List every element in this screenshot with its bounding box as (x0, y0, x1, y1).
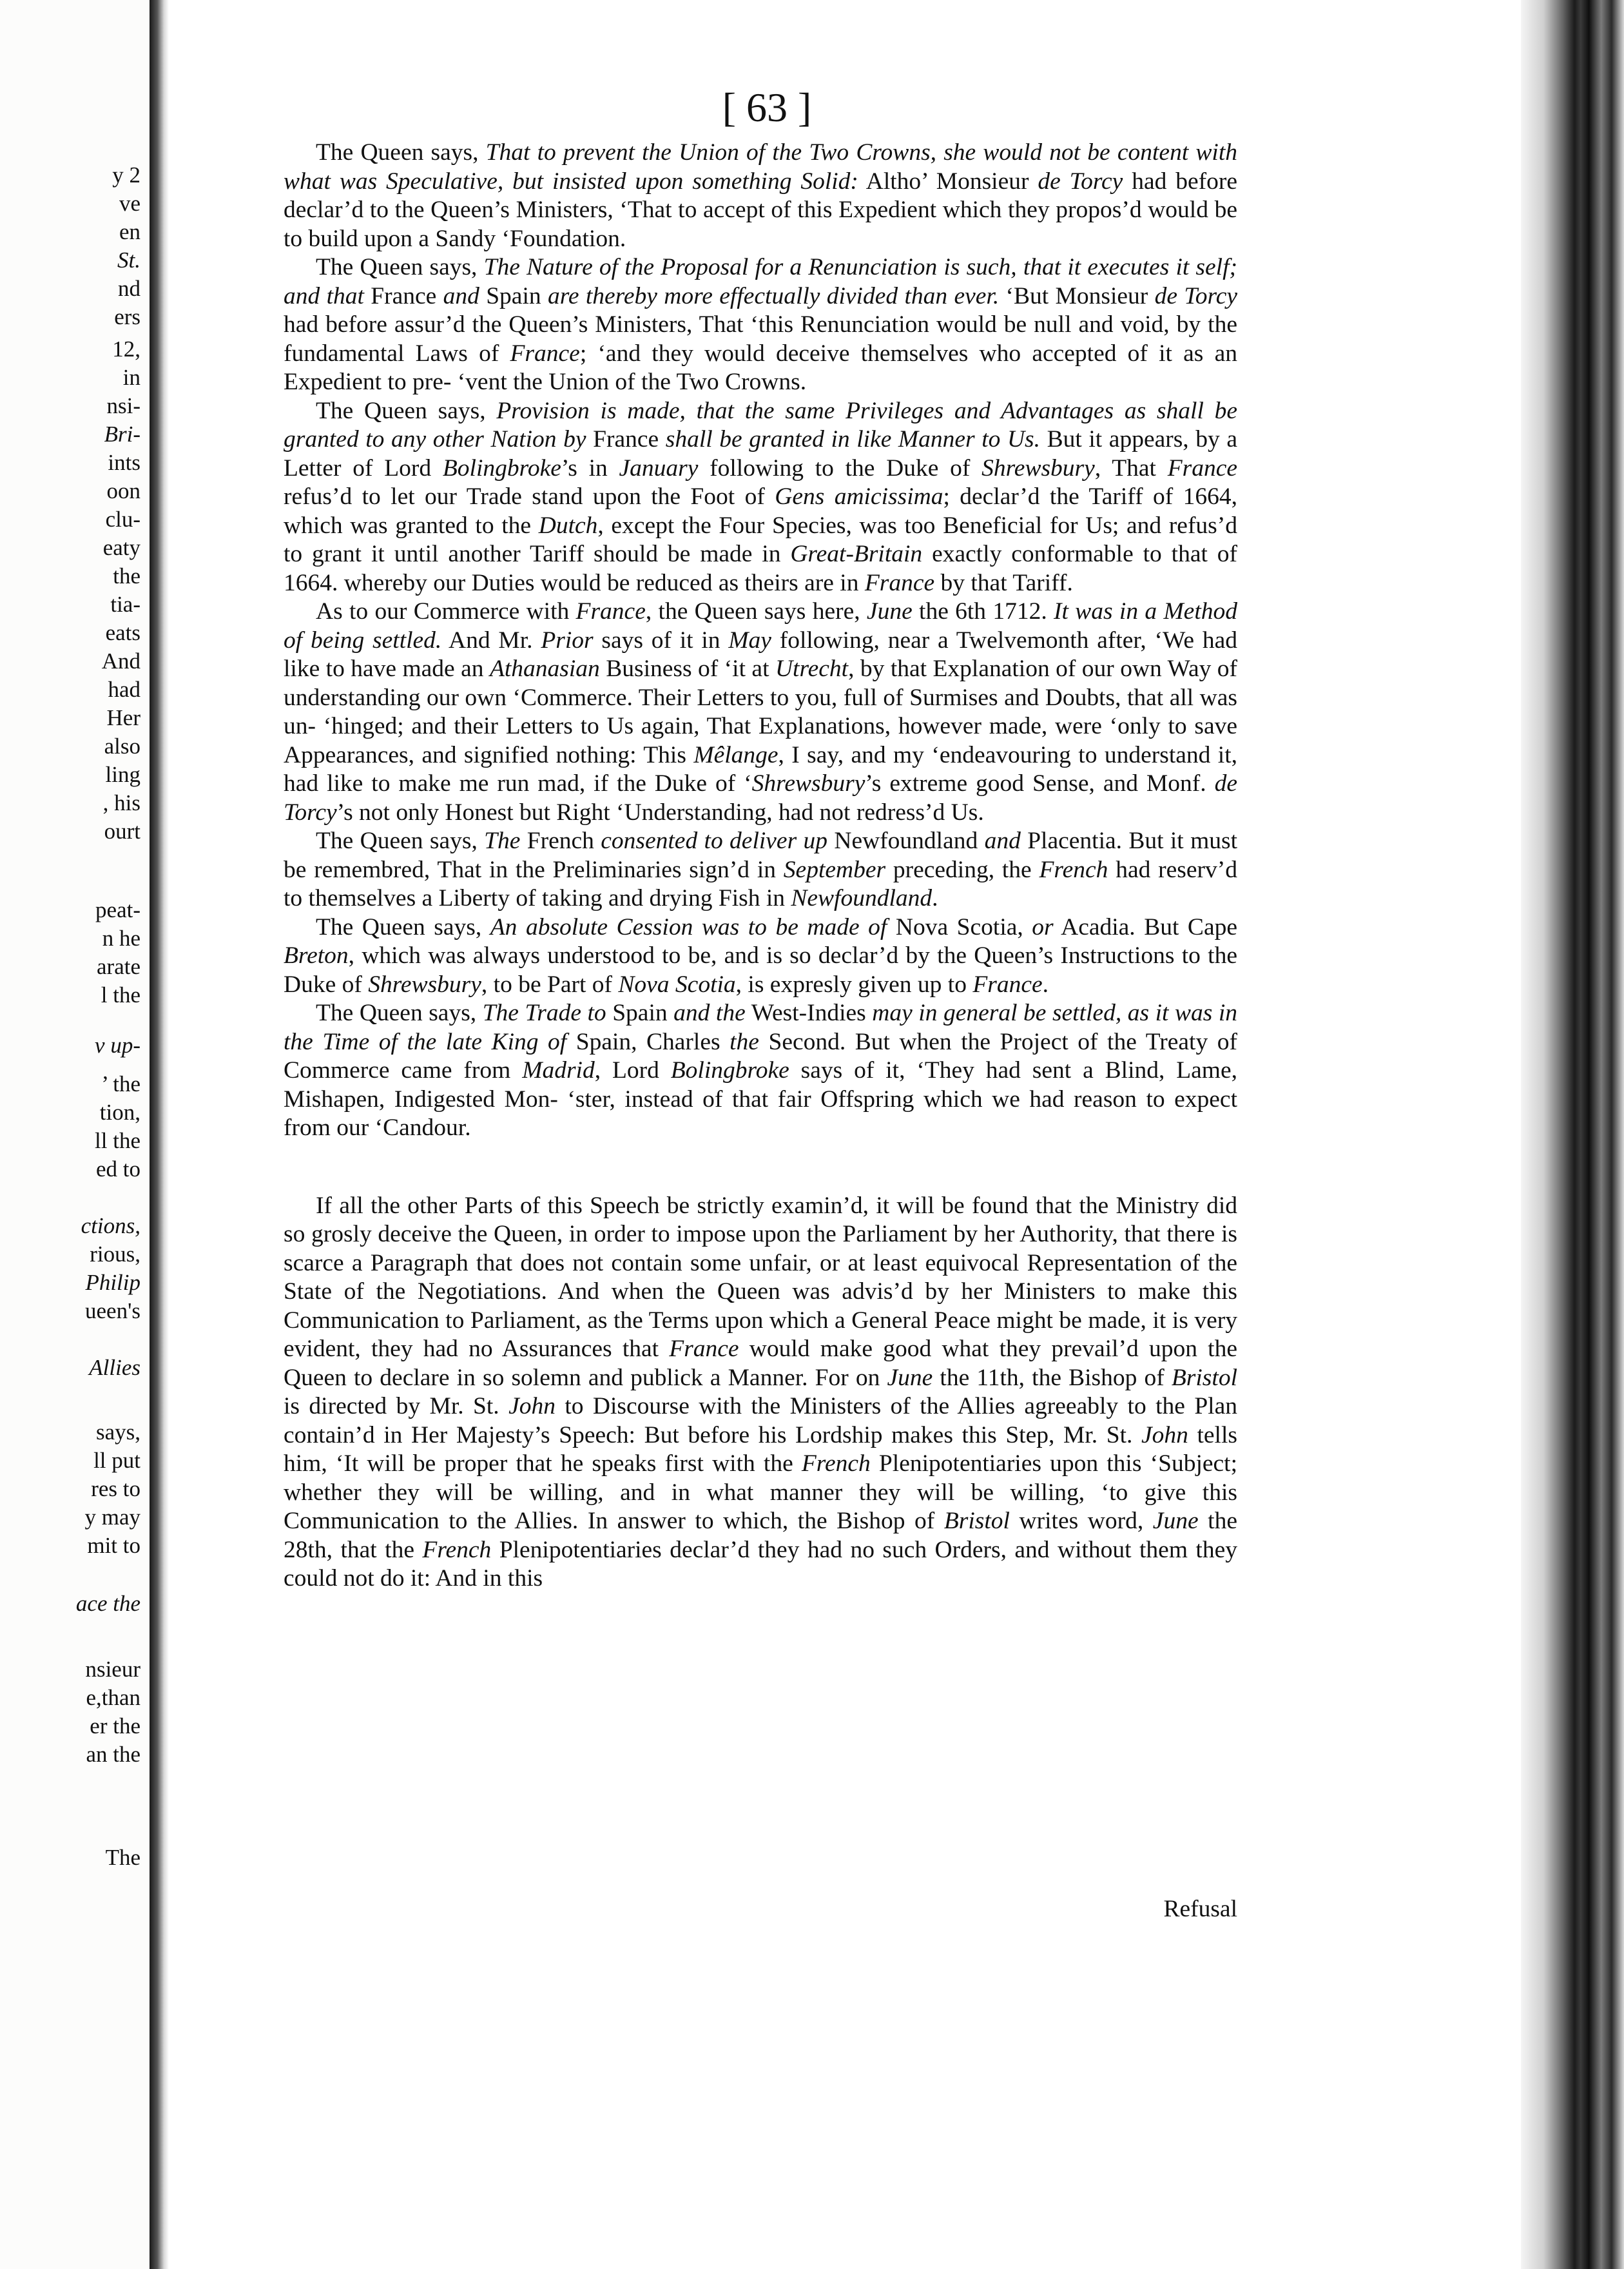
left-page-fragment-line: tia- (110, 592, 140, 617)
italic-run: Bristol (1171, 1364, 1237, 1391)
italic-run: John (1141, 1421, 1188, 1448)
text-run: Second. But when the Project of the Treaty of Commerce came from (284, 1028, 1237, 1084)
text-run: , is expresly given up to (735, 971, 973, 998)
italic-run: It was in a Method of being settled. (284, 598, 1237, 654)
left-page-fragment-line: ers (114, 304, 140, 329)
body-text (284, 139, 1237, 1593)
left-page-fragment-line: ueen's (85, 1298, 140, 1323)
italic-run: Shrewsbury (751, 770, 865, 797)
left-page-fragment-line: eaty (102, 535, 140, 560)
italic-run: and (443, 282, 479, 309)
italic-run: June (887, 1364, 933, 1391)
left-page-fragment-line: y 2 (112, 162, 140, 188)
italic-run: Utrecht (775, 656, 849, 682)
italic-run: Nova Scotia (618, 971, 736, 998)
italic-run: French (801, 1450, 871, 1477)
left-page-fragment-line: Her (106, 705, 140, 730)
text-run: Spain, Charles (566, 1028, 730, 1055)
right-book-edge (1521, 0, 1624, 2269)
text-run: The Queen says, (316, 913, 490, 940)
left-page-fragment-line: nd (118, 276, 140, 301)
left-page-fragment-line: arate (97, 954, 140, 979)
left-page-fragment-line: v up- (95, 1033, 140, 1058)
text-run: ’s in (561, 454, 619, 482)
left-page-fragment-line: n he (102, 926, 140, 951)
left-page-fragment-line: ourt (104, 819, 140, 844)
paragraph-4 (284, 598, 1237, 827)
left-page-fragment-line: nsieur (85, 1657, 140, 1682)
italic-run: Breton (284, 942, 349, 969)
italic-run: France (669, 1336, 739, 1362)
italic-run: The (484, 828, 521, 854)
italic-run: Bolingbroke (670, 1057, 789, 1084)
italic-run: Mêlange (693, 741, 778, 768)
italic-run: Bristol (943, 1508, 1010, 1534)
text-run: ‘But Monsieur (999, 282, 1155, 309)
left-page-fragment-line: er the (90, 1713, 140, 1738)
left-page-fragment-line: y may (84, 1505, 140, 1530)
text-run: writes word, (1009, 1508, 1153, 1534)
left-page-fragment-line: nsi- (106, 393, 140, 418)
paragraph-6 (284, 913, 1237, 1000)
text-run: exactly conformable to that of 1664. whereby our Duties would be reduced as theirs are in (284, 541, 1238, 596)
italic-run: Madrid (522, 1057, 595, 1084)
left-page-fragment-line: eats (105, 620, 140, 645)
left-page-fragment-line: St. (117, 248, 140, 273)
text-run: the 6th 1712. (912, 598, 1054, 625)
left-page-fragment-line: mit to (87, 1533, 140, 1558)
italic-run: de Torcy (284, 770, 1237, 826)
text-run: Nova Scotia, (887, 913, 1032, 940)
text-run: says of it, ‘They had sent a Blind, Lame, Mishapen, Indigested Mon- ‘ster, instead of that fair Offspring which we had reason to expect from our ‘Candour. (284, 1057, 1237, 1141)
italic-run: The Nature of the Proposal for a Renunciation is such, that it executes it self; and that (284, 254, 1237, 309)
italic-run: are thereby more effectually divided than ever. (547, 282, 1000, 309)
italic-run: and (984, 828, 1021, 854)
italic-run: France (575, 598, 646, 625)
left-page-fragment-line: ve (119, 191, 140, 216)
left-page-fragment-line: Allies (89, 1355, 140, 1380)
text-run: West-Indies (745, 1000, 873, 1026)
italic-run: Shrewsbury (368, 971, 481, 998)
left-page-fragment-line: ace the (75, 1591, 140, 1616)
left-page-fragment-line: ed to (95, 1156, 140, 1182)
text-run: And Mr. (441, 627, 541, 654)
text-run: , to be Part of (481, 971, 619, 998)
italic-run: June (866, 598, 913, 625)
text-run: Newfoundland (827, 828, 985, 854)
text-run: If all the other Parts of this Speech be strictly examin’d, it will be found that the Ministry did so grosly deceive the Queen, in order to impose upon the Parliament by her Authority, that there is scarce a Paragraph that does not contain some unfair, or at least equivocal Representation of the State of the Negotiations. And when the Queen was advis’d by her Ministers to make this Communication to Parliament, as the Terms upon which a General Peace might be made, it is very evident, they had no Assurances that (284, 1192, 1237, 1362)
italic-run: Dutch (538, 512, 598, 539)
text-run: . (932, 885, 938, 911)
italic-run: May (728, 627, 771, 654)
left-page-fragment-line: also (104, 734, 140, 759)
text-run: But it appears, by a Letter of Lord (284, 426, 1237, 482)
left-page-fragment-line: ll put (93, 1448, 140, 1473)
left-page-fragment-line: ints (108, 450, 140, 475)
italic-run: consented to deliver up (601, 828, 828, 854)
text-run: France (586, 426, 666, 453)
italic-run: Bolingbroke (442, 454, 561, 482)
text-run: , by that Explanation of our own Way of understanding our own ‘Commerce. Their Letters to you, full of Surmises and Doubts, that all was un- ‘hinged; and their Letters to Us again, That Explanations, however made, were ‘only to save Appearances, and signified nothing: This (284, 656, 1238, 768)
text-run: As to our Commerce with (316, 598, 576, 625)
text-run: The Queen says, (316, 254, 484, 280)
left-page-fragment-line: Philip (85, 1270, 140, 1295)
left-page-fragment-line: l the (101, 982, 140, 1008)
text-run: , That (1094, 454, 1168, 482)
text-run: the 28th, that the (284, 1508, 1237, 1563)
text-run: ; declar’d the Tariff of 1664, which was granted to the (284, 483, 1237, 539)
left-page-fragment-line: The (105, 1845, 140, 1870)
text-run: preceding, the (885, 856, 1039, 883)
text-run: , the Queen says here, (645, 598, 867, 625)
left-page-fragment-line: the (113, 563, 140, 589)
text-run: ; ‘and they would deceive themselves who accepted of it as an Expedient to pre- ‘vent the Union of the Two Crowns. (284, 340, 1237, 395)
left-page-gutter (150, 0, 169, 2269)
left-page-fragment-line: , his (102, 790, 140, 815)
left-page-fragment-line: tion, (99, 1100, 140, 1125)
italic-run: de Torcy (1038, 168, 1123, 195)
italic-run: de Torcy (1154, 282, 1237, 309)
left-page-fragment-line: Bri- (104, 422, 140, 447)
text-run: the 11th, the Bishop of (933, 1364, 1172, 1391)
left-page-fragment-line: had (108, 677, 140, 702)
paragraph-1 (284, 139, 1237, 253)
italic-run: That to prevent the Union of the Two Crowns, she would not be content with what was Speculative, but insisted upon something Solid: (284, 139, 1237, 195)
text-run: ’s extreme good Sense, and Monf. (865, 770, 1215, 797)
text-run: had before assur’d the Queen’s Ministers, That ‘this Renunciation would be null and void, by the fundamental Laws of (284, 311, 1237, 367)
text-run: Altho’ Monsieur (858, 168, 1038, 195)
text-run: Business of ‘it at (599, 656, 775, 682)
text-run: following, near a Twelvemonth after, ‘We had like to have made an (284, 627, 1237, 682)
text-run: The Queen says, (316, 1000, 483, 1026)
text-run: , which was always understood to be, and is so declar’d by the Queen’s Instructions to the Duke of (284, 942, 1237, 998)
text-run: Acadia. But Cape (1053, 913, 1237, 940)
left-page-fragment-line: in (122, 365, 140, 390)
catchword: Refusal (1163, 1896, 1237, 1922)
text-run: The Queen says, (316, 397, 497, 424)
paragraph-7 (284, 999, 1237, 1143)
left-page-fragment-line: en (119, 219, 140, 244)
italic-run: the (730, 1028, 759, 1055)
italic-run: The Trade to (482, 1000, 606, 1026)
left-page-fragment-line: says, (95, 1419, 140, 1445)
italic-run: France (1167, 454, 1238, 482)
text-run: is directed by Mr. St. (284, 1393, 509, 1419)
text-run: would make good what they prevail’d upon the Queen to declare in so solemn and publick a Manner. For on (284, 1336, 1237, 1391)
italic-run: An absolute Cession was to be made of (490, 913, 887, 940)
left-page-fragment-line: res to (91, 1476, 140, 1501)
text-run: Plenipotentiaries upon this ‘Subject; whether they will be willing, and in what manner they will be willing, ‘to give this Communication to the Allies. In answer to which, the Bishop of (284, 1450, 1237, 1534)
text-run: . (1042, 971, 1049, 998)
text-run: by that Tariff. (934, 569, 1073, 596)
left-page-fragment-line: ctions, (81, 1213, 140, 1238)
page-number: [ 63 ] (722, 84, 812, 130)
text-run: says of it in (593, 627, 729, 654)
paragraph-3 (284, 397, 1237, 598)
italic-run: June (1152, 1508, 1199, 1534)
italic-run: Provision is made, that the same Privileges and Advantages as shall be granted to any other Nation by (284, 397, 1237, 453)
left-page-fragment-line: oon (106, 478, 140, 503)
italic-run: French (422, 1536, 492, 1563)
text-run: France (363, 282, 443, 309)
left-page-fragment-line: peat- (95, 897, 140, 922)
italic-run: Athanasian (489, 656, 600, 682)
text-run: had before declar’d to the Queen’s Ministers, ‘That to accept of this Expedient which they propos’d would be to build upon a Sandy ‘Foundation. (284, 168, 1237, 252)
left-page-fragment (0, 0, 150, 2269)
left-page-fragment-line: 12, (112, 336, 140, 362)
italic-run: French (1039, 856, 1108, 883)
text-run: The Queen says, (316, 139, 486, 166)
italic-run: Shrewsbury (981, 454, 1095, 482)
italic-run: Great-Britain (790, 541, 923, 567)
italic-run: Prior (541, 627, 594, 654)
text-run: , I say, and my ‘endeavouring to understand it, had like to make me run mad, if the Duke of ‘ (284, 741, 1237, 797)
italic-run: Newfoundland (791, 885, 933, 911)
italic-run: shall be granted in like Manner to Us. (665, 426, 1041, 453)
left-page-fragment-line: ll the (95, 1128, 140, 1153)
text-run: Plenipotentiaries declar’d they had no such Orders, and without them they could not do it: And in this (284, 1536, 1237, 1592)
text-run: Spain (606, 1000, 674, 1026)
text-run: French (520, 828, 601, 854)
italic-run: Gens amicissima (775, 483, 943, 510)
italic-run: may in general be settled, as it was in the Time of the late King of (284, 1000, 1237, 1055)
paragraph-2 (284, 253, 1237, 397)
text-run: The Queen says, (316, 828, 485, 854)
italic-run: or (1032, 913, 1054, 940)
italic-run: France (864, 569, 935, 596)
text-run: following to the Duke of (698, 454, 982, 482)
text-run: Spain (479, 282, 548, 309)
paragraph-8 (284, 1192, 1237, 1593)
italic-run: and the (673, 1000, 746, 1026)
text-run: had reserv’d to themselves a Liberty of taking and drying Fish in (284, 856, 1237, 911)
left-page-fragment-line: ling (105, 762, 140, 787)
left-page-fragment-line: And (101, 648, 140, 674)
text-run: tells him, ‘It will be proper that he speaks first with the (284, 1421, 1237, 1477)
paragraph-5 (284, 827, 1237, 913)
text-run: to Discourse with the Ministers of the Allies agreeably to the Plan contain’d in Her Majesty’s Speech: But before his Lordship makes this Step, Mr. St. (284, 1393, 1237, 1448)
left-page-fragment-line: clu- (105, 507, 140, 532)
text-run: Placentia. But it must be remembred, That in the Preliminaries sign’d in (284, 828, 1237, 883)
text-run: refus’d to let our Trade stand upon the Foot of (284, 483, 775, 510)
left-page-fragment-line: ’ the (101, 1071, 140, 1096)
italic-run: January (619, 454, 699, 482)
text-run: , except the Four Species, was too Beneficial for Us; and refus’d to grant it until another Tariff should be made in (284, 512, 1238, 567)
text-run: ’s not only Honest but Right ‘Understanding, had not redress’d Us. (336, 799, 984, 826)
italic-run: September (783, 856, 886, 883)
italic-run: France (510, 340, 580, 367)
italic-run: France (972, 971, 1043, 998)
italic-run: John (508, 1393, 556, 1419)
left-page-fragment-line: an the (86, 1742, 140, 1767)
left-page-fragment-line: rious, (90, 1242, 140, 1267)
text-run: , Lord (594, 1057, 671, 1084)
left-page-fragment-line: e,than (86, 1685, 140, 1710)
